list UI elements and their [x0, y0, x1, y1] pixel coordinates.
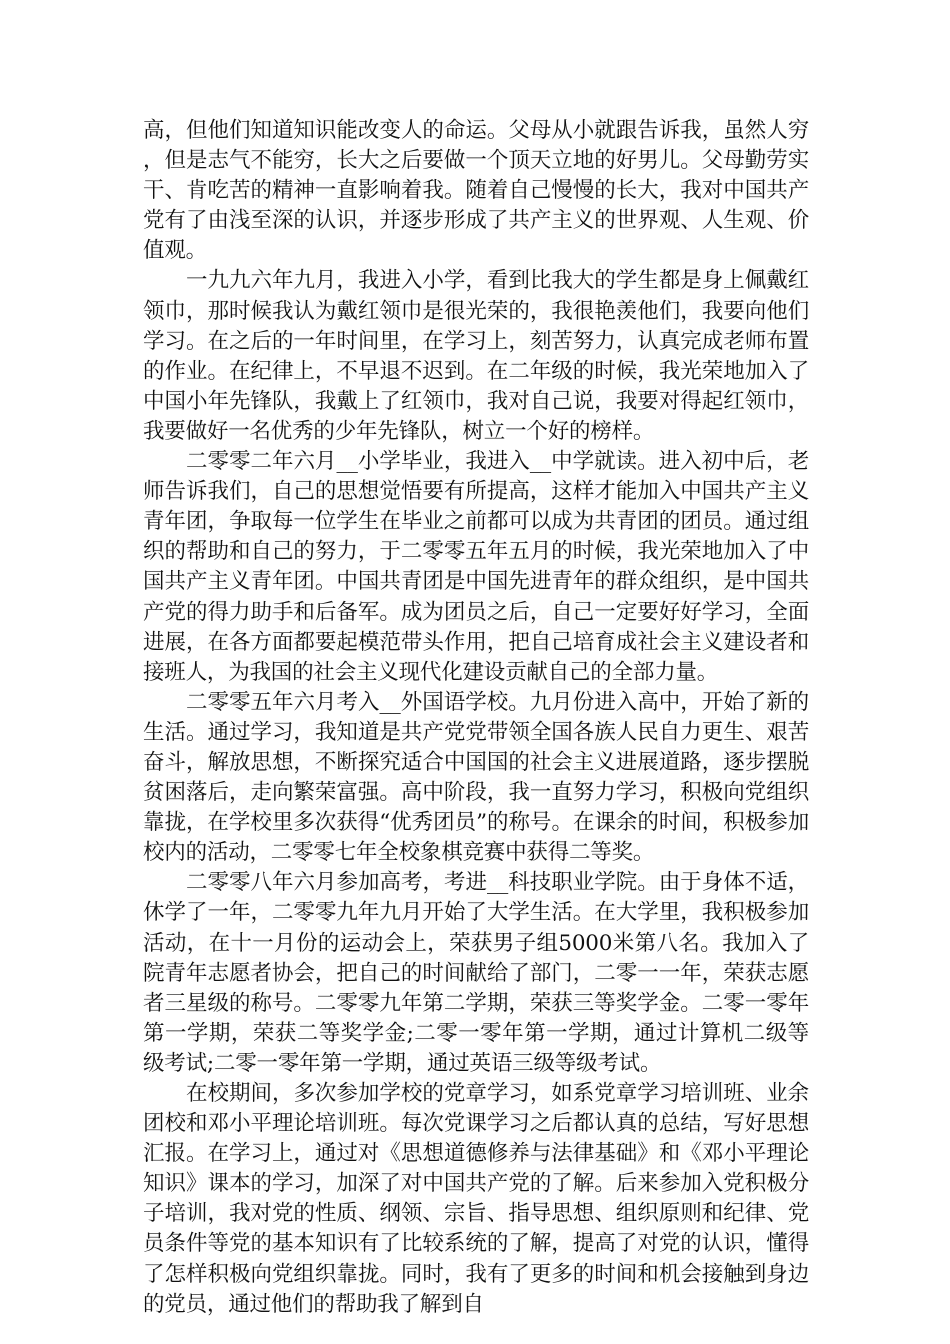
paragraph-1: 高，但他们知道知识能改变人的命运。父母从小就跟告诉我，虽然人穷，但是志气不能穷，长大之后要做一个顶天立地的好男儿。父母勤劳实干、肯吃苦的精神一直影响着我。随着自己慢慢的长大，我对中国共产党有了由浅至深的认识，并逐步形成了共产主义的世界观、人生观、价值观。 [143, 118, 809, 264]
paragraph-2: 一九九六年九月，我进入小学，看到比我大的学生都是身上佩戴红领巾，那时候我认为戴红领巾是很光荣的，我很艳羡他们，我要向他们学习。在之后的一年时间里，在学习上，刻苦努力，认真完成老师布置的作业。在纪律上，不早退不迟到。在二年级的时候，我光荣地加入了中国小年先锋队，我戴上了红领巾，我对自己说，我要对得起红领巾，我要做好一名优秀的少年先锋队，树立一个好的榜样。 [143, 268, 809, 444]
paragraph-4: 二零零五年六月考入__外国语学校。九月份进入高中，开始了新的生活。通过学习，我知道是共产党党带领全国各族人民自力更生、艰苦奋斗，解放思想，不断探究适合中国国的社会主义进展道路，逐步摆脱贫困落后，走向繁荣富强。高中阶段，我一直努力学习，积极向党组织靠拢，在学校里多次获得“优秀团员”的称号。在课余的时间，积极参加校内的活动，二零零七年全校象棋竞赛中获得二等奖。 [143, 689, 809, 866]
paragraph-6: 在校期间，多次参加学校的党章学习，如系党章学习培训班、业余团校和邓小平理论培训班。每次党课学习之后都认真的总结，写好思想汇报。在学习上，通过对《思想道德修养与法律基础》和《邓小平理论知识》课本的学习，加深了对中国共产党的了解。后来参加入党积极分子培训，我对党的性质、纲领、宗旨、指导思想、组织原则和纪律、党员条件等党的基本知识有了比较系统的了解，提高了对党的认识，懂得了怎样积极向党组织靠拢。同时，我有了更多的时间和机会接触到身边的党员，通过他们的帮助我了解到自 [143, 1081, 809, 1317]
paragraph-5: 二零零八年六月参加高考，考进__科技职业学院。由于身体不适，休学了一年，二零零九年九月开始了大学生活。在大学里，我积极参加活动，在十一月份的运动会上，荣获男子组5000米第八名。我加入了院青年志愿者协会，把自己的时间献给了部门，二零一一年，荣获志愿者三星级的称号。二零零九年第二学期，荣获三等奖学金。二零一零年第一学期，荣获二等奖学金;二零一零年第一学期，通过计算机二级等级考试;二零一零年第一学期，通过英语三级等级考试。 [143, 870, 809, 1076]
paragraph-3: 二零零二年六月__小学毕业，我进入__中学就读。进入初中后，老师告诉我们，自己的思想觉悟要有所提高，这样才能加入中国共产主义青年团，争取每一位学生在毕业之前都可以成为共青团的团员。通过组织的帮助和自己的努力，于二零零五年五月的时候，我光荣地加入了中国共产主义青年团。中国共青团是中国先进青年的群众组织，是中国共产党的得力助手和后备军。成为团员之后，自己一定要好好学习，全面进展，在各方面都要起模范带头作用，把自己培育成社会主义建设者和接班人，为我国的社会主义现代化建设贡献自己的全部力量。 [143, 449, 809, 685]
document-body [143, 116, 809, 1320]
